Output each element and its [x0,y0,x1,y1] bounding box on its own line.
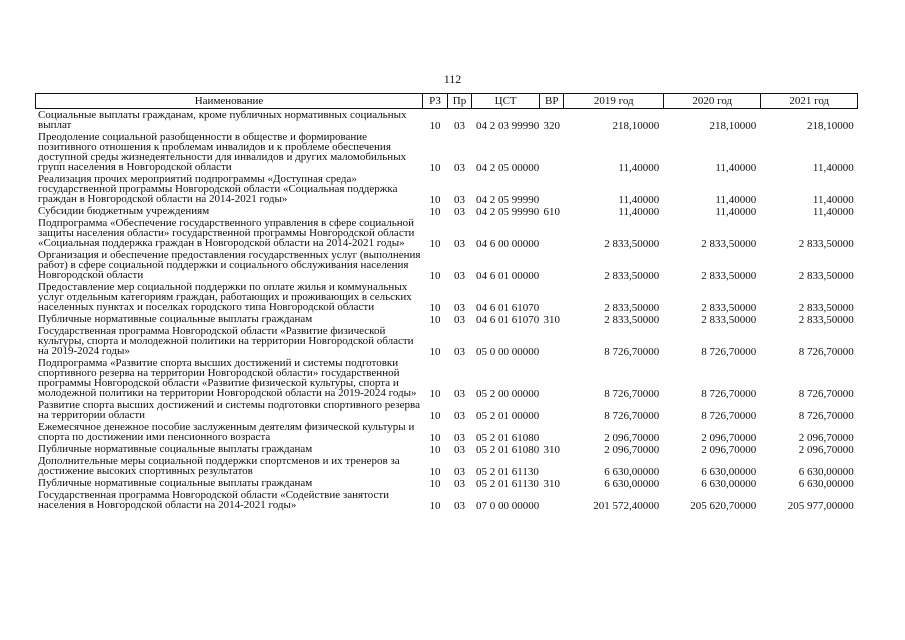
row-2019: 2 833,50000 [604,314,660,326]
row-pr: 03 [454,206,465,218]
table-row [36,443,858,455]
row-2019: 6 630,00000 [604,478,660,490]
row-pr: 03 [454,194,465,206]
row-vr [540,173,564,205]
row-rz: 10 [429,238,441,250]
row-pr: 03 [454,388,465,400]
row-pr: 03 [454,432,465,444]
row-2020: 2 833,50000 [701,314,757,326]
row-rz: 10 [429,500,441,512]
row-2019: 201 572,40000 [593,500,660,512]
row-2020: 2 833,50000 [701,270,757,282]
row-2020: 2 096,70000 [701,432,757,444]
table-row [36,325,858,357]
table-row [36,173,858,205]
row-2021: 11,40000 [812,162,854,174]
row-2020: 11,40000 [715,162,757,174]
row-vr [540,455,564,477]
row-pr: 03 [454,478,465,490]
row-name: Развитие спорта высших достижений и системы подготовки спортивного резерва на территории области [38,399,420,421]
row-2020: 8 726,70000 [701,388,757,400]
row-cst: 04 6 00 00000 [476,238,540,250]
header-2020: 2020 год [664,94,761,109]
row-2021: 218,10000 [807,120,854,132]
row-rz: 10 [429,432,441,444]
row-cst: 05 2 01 61080 [476,432,540,444]
row-cst: 04 2 03 99990 [476,120,540,132]
row-2019: 2 096,70000 [604,444,660,456]
row-2020: 11,40000 [715,194,757,206]
row-rz: 10 [429,478,441,490]
row-cst: 04 2 05 99990 [476,194,540,206]
row-pr: 03 [454,500,465,512]
table-row [36,477,858,489]
row-2019: 2 833,50000 [604,270,660,282]
header-cst: ЦСТ [472,94,540,109]
row-name: Ежемесячное денежное пособие заслуженным деятелям физической культуры и спорта по достижении ими пенсионного возраста [38,421,415,443]
row-2021: 6 630,00000 [798,478,854,490]
header-pr: Пр [448,94,472,109]
table-row [36,489,858,511]
row-pr: 03 [454,302,465,314]
row-cst: 04 2 05 99990 [476,206,540,218]
row-rz: 10 [429,194,441,206]
table-row [36,357,858,399]
row-2020: 218,10000 [709,120,757,132]
row-cst: 05 2 01 61130 [476,466,539,478]
page-number: 112 [443,72,462,86]
budget-table [35,93,858,511]
row-name: Субсидии бюджетным учреждениям [38,205,210,217]
row-cst: 05 2 01 61080 [476,444,540,456]
header-2019: 2019 год [564,94,664,109]
table-header-row [36,94,858,109]
row-2021: 2 096,70000 [798,444,854,456]
row-cst: 04 6 01 61070 [476,314,540,326]
header-name: Наименование [36,94,423,109]
table-row [36,399,858,421]
row-name: Публичные нормативные социальные выплаты гражданам [38,443,313,455]
row-pr: 03 [454,270,465,282]
row-2021: 8 726,70000 [798,388,854,400]
row-2019: 2 096,70000 [604,432,660,444]
row-2019: 2 833,50000 [604,302,660,314]
row-name: Дополнительные меры социальной поддержки спортсменов и их тренеров за достижение высоких спортивных результатов [38,455,400,477]
row-rz: 10 [429,120,441,132]
row-cst: 04 6 01 00000 [476,270,540,282]
row-name: Предоставление мер социальной поддержки по оплате жилья и коммунальных услуг отдельным категориям граждан, работающих и проживающих в сельских населенных пунктах и поселках городского типа Новгородской области [38,281,412,313]
row-pr: 03 [454,314,465,326]
row-2020: 205 620,70000 [690,500,757,512]
row-2020: 2 833,50000 [701,302,757,314]
row-pr: 03 [454,444,465,456]
row-vr [540,489,564,511]
table-row [36,313,858,325]
row-name: Государственная программа Новгородской области «Содействие занятости населения в Новгородской области на 2014-2021 годы» [38,489,390,511]
row-cst: 05 2 01 61130 [476,478,539,490]
row-name: Преодоление социальной разобщенности в обществе и формирование позитивного отношения к проблемам инвалидов и к проблеме обеспечения доступной среды жизнедеятельности для инвалидов и других маломобильных групп населения в Новгородской области [38,131,407,173]
row-2021: 6 630,00000 [798,466,854,478]
table-row [36,249,858,281]
row-rz: 10 [429,388,441,400]
row-2020: 11,40000 [715,206,757,218]
row-vr [540,357,564,399]
row-2019: 11,40000 [618,194,660,206]
row-pr: 03 [454,162,465,174]
header-vr: ВР [540,94,564,109]
header-rz: РЗ [423,94,448,109]
row-2020: 6 630,00000 [701,466,757,478]
row-name: Социальные выплаты гражданам, кроме публичных нормативных социальных выплат [38,109,407,131]
row-vr [540,249,564,281]
row-cst: 04 6 01 61070 [476,302,540,314]
header-2021: 2021 год [761,94,858,109]
row-2021: 205 977,00000 [787,500,854,512]
row-2019: 8 726,70000 [604,346,660,358]
row-2019: 8 726,70000 [604,388,660,400]
row-rz: 10 [429,162,441,174]
table-row [36,281,858,313]
row-2021: 11,40000 [812,194,854,206]
table-row [36,131,858,173]
row-pr: 03 [454,346,465,358]
row-vr: 320 [543,120,560,132]
row-name: Подпрограмма «Развитие спорта высших достижений и системы подготовки спортивного резерва на территории Новгородской области» государственной программы Новгородской области «Развитие физической культуры, спорта и молодежной политики на территории Новгородской области на 2019-2024 годы» [38,357,417,399]
row-rz: 10 [429,346,441,358]
row-vr: 310 [543,444,560,456]
row-2021: 2 833,50000 [798,270,854,282]
row-2019: 2 833,50000 [604,238,660,250]
row-2021: 11,40000 [812,206,854,218]
row-vr [540,217,564,249]
row-2021: 8 726,70000 [798,346,854,358]
row-cst: 07 0 00 00000 [476,500,540,512]
row-rz: 10 [429,410,441,422]
row-2020: 6 630,00000 [701,478,757,490]
row-name: Организация и обеспечение предоставления государственных услуг (выполнения работ) в сфере социальной поддержки и социального обслуживания населения Новгородской области [38,249,421,281]
table-row [36,421,858,443]
row-2020: 2 096,70000 [701,444,757,456]
row-2020: 2 833,50000 [701,238,757,250]
row-pr: 03 [454,120,465,132]
table-row [36,217,858,249]
row-cst: 04 2 05 00000 [476,162,540,174]
row-2019: 11,40000 [618,162,660,174]
row-2021: 2 096,70000 [798,432,854,444]
table-row [36,205,858,217]
row-cst: 05 2 00 00000 [476,388,540,400]
row-name: Публичные нормативные социальные выплаты гражданам [38,313,313,325]
row-rz: 10 [429,206,441,218]
row-2019: 11,40000 [618,206,660,218]
row-2021: 8 726,70000 [798,410,854,422]
row-2019: 218,10000 [612,120,660,132]
row-2021: 2 833,50000 [798,314,854,326]
table-row [36,455,858,477]
row-vr [540,325,564,357]
row-vr [540,131,564,173]
row-2021: 2 833,50000 [798,302,854,314]
row-rz: 10 [429,466,441,478]
table-row [36,109,858,132]
row-2019: 6 630,00000 [604,466,660,478]
row-cst: 05 0 00 00000 [476,346,540,358]
row-2021: 2 833,50000 [798,238,854,250]
row-vr [540,281,564,313]
row-2020: 8 726,70000 [701,346,757,358]
row-rz: 10 [429,444,441,456]
row-vr [540,399,564,421]
row-vr [540,421,564,443]
row-2020: 8 726,70000 [701,410,757,422]
row-cst: 05 2 01 00000 [476,410,540,422]
row-rz: 10 [429,314,441,326]
row-name: Реализация прочих мероприятий подпрограммы «Доступная среда» государственной программы Новгородской области «Социальная поддержка граждан в Новгородской области на 2014-2021 годы» [38,173,398,205]
row-rz: 10 [429,270,441,282]
row-vr: 310 [543,478,560,490]
row-rz: 10 [429,302,441,314]
row-name: Государственная программа Новгородской области «Развитие физической культуры, спорта и молодежной политики на территории Новгородской области на 2019-2024 годы» [38,325,414,357]
row-name: Публичные нормативные социальные выплаты гражданам [38,477,313,489]
row-2019: 8 726,70000 [604,410,660,422]
row-pr: 03 [454,466,465,478]
row-vr: 310 [543,314,560,326]
row-name: Подпрограмма «Обеспечение государственного управления в сфере социальной защиты населения области» государственной программы Новгородской области «Социальная поддержка граждан в Новгородской области на 2014-2021 годы» [38,217,415,249]
row-vr: 610 [543,206,560,218]
row-pr: 03 [454,238,465,250]
row-pr: 03 [454,410,465,422]
